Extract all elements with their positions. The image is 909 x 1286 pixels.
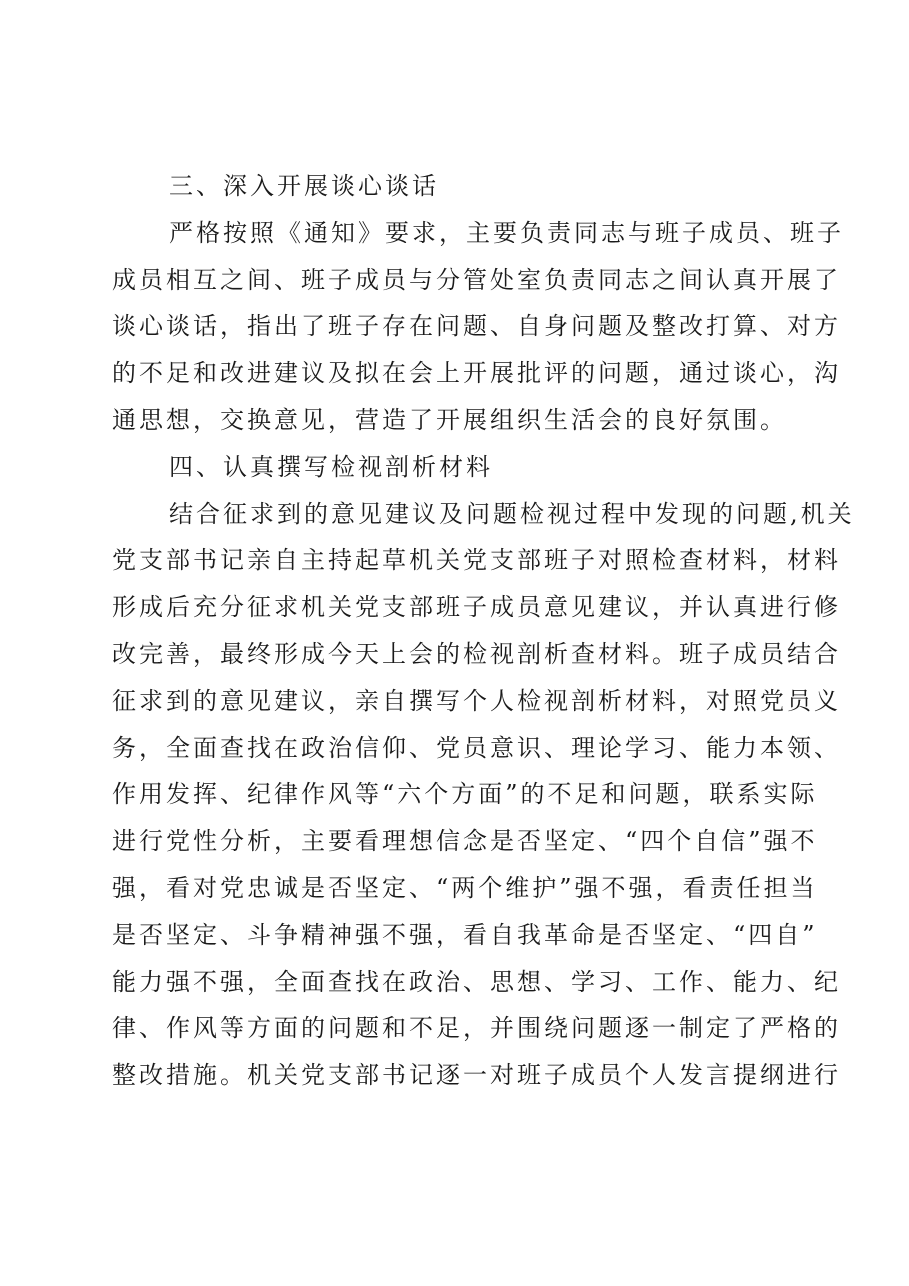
paragraph-line: 改完善，最终形成今天上会的检视剖析查材料。班子成员结合 [112,639,841,668]
paragraph-line: 整改措施。机关党支部书记逐一对班子成员个人发言提纲进行 [112,1061,841,1090]
paragraph-line: 结合征求到的意见建议及问题检视过程中发现的问题,机关 [169,499,855,528]
paragraph-line: 严格按照《通知》要求，主要负责同志与班子成员、班子 [169,218,844,247]
paragraph-line: 征求到的意见建议，亲自撰写个人检视剖析材料，对照党员义 [112,686,841,715]
paragraph-line: 是否坚定、斗争精神强不强，看自我革命是否坚定、“四自” [112,920,818,949]
paragraph-line: 谈心谈话，指出了班子存在问题、自身问题及整改打算、对方 [112,312,841,341]
paragraph-line: 形成后充分征求机关党支部班子成员意见建议，并认真进行修 [112,593,841,622]
paragraph-line: 务，全面查找在政治信仰、党员意识、理论学习、能力本领、 [112,733,841,762]
paragraph-line: 成员相互之间、班子成员与分管处室负责同志之间认真开展了 [112,265,841,294]
paragraph-line: 的不足和改进建议及拟在会上开展批评的问题，通过谈心，沟 [112,359,841,388]
document-body [112,163,855,1099]
paragraph-line: 强，看对党忠诚是否坚定、“两个维护”强不强，看责任担当 [112,873,818,902]
paragraph-line: 党支部书记亲自主持起草机关党支部班子对照检查材料，材料 [112,546,841,575]
paragraph-line: 通思想，交换意见，营造了开展组织生活会的良好氛围。 [112,405,787,434]
paragraph-line: 律、作风等方面的问题和不足，并围绕问题逐一制定了严格的 [112,1014,841,1043]
section-heading-4: 四、认真撰写检视剖析材料 [169,452,493,481]
paragraph-line: 作用发挥、纪律作风等“六个方面”的不足和问题，联系实际 [112,780,818,809]
paragraph-line: 能力强不强，全面查找在政治、思想、学习、工作、能力、纪 [112,967,841,996]
section-heading-3: 三、深入开展谈心谈话 [169,172,439,200]
paragraph-line: 进行党性分析，主要看理想信念是否坚定、“四个自信”强不 [112,827,818,856]
